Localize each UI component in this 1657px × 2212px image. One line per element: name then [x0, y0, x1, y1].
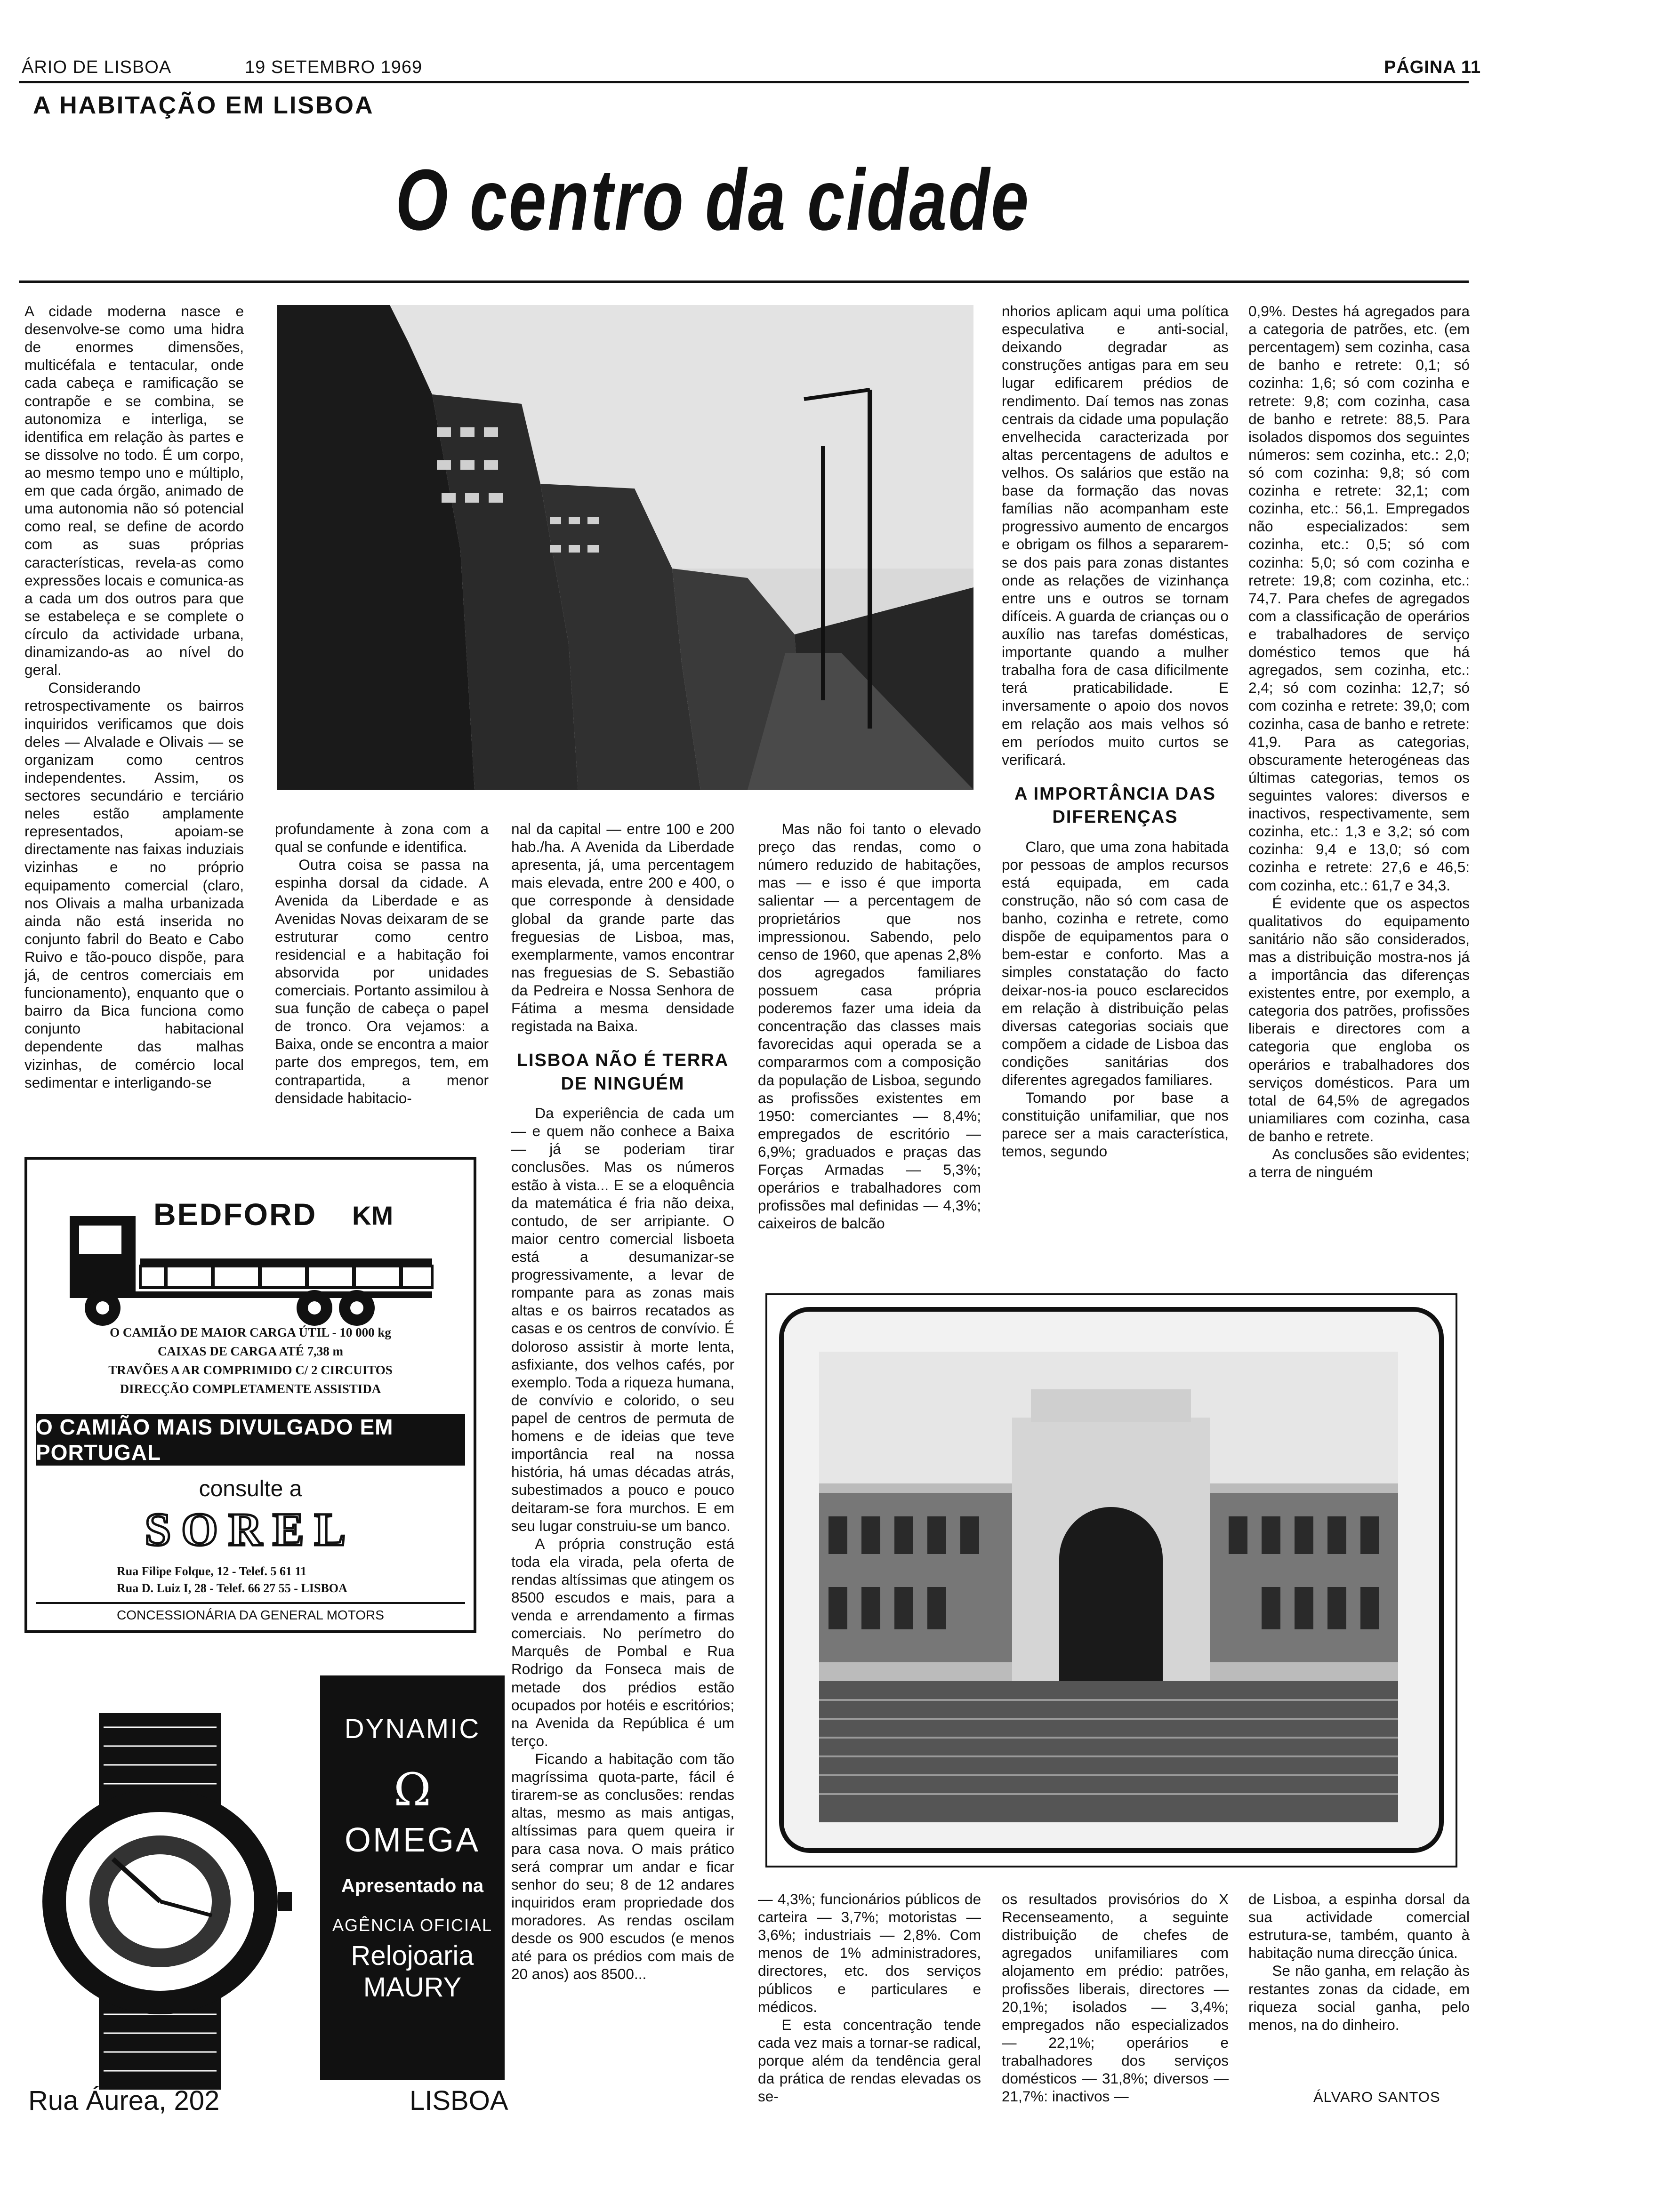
- article-column-3: [511, 820, 734, 2171]
- paragraph: Mas não foi tanto o elevado preço das rendas, como o número reduzido de habitações, mas — e isso é que importa salientar — a percentagem de proprietários que nos impressionou. Sabendo, pelo censo de 1960, que apenas 2,8% dos agregados familiares possuem casa própria poderemos fazer uma ideia da concentração das classes mais favorecidas aqui operada se a compararmos com a composição da população de Lisboa, segundo as profissões existentes em 1950: comerciantes — 8,4%; empregados de escritório — 6,9%; graduados e praças das Forças Armadas — 5,3%; operários e trabalhadores com profissões mal definidas — 4,3%; caixeiros de balcão: [758, 820, 981, 1232]
- ad-bedford-line-4: DIRECÇÃO COMPLETAMENTE ASSISTIDA: [120, 1382, 381, 1396]
- ad-bedford-line-3: TRAVÕES A AR COMPRIMIDO C/ 2 CIRCUITOS: [108, 1363, 393, 1377]
- photo-arco-rua-augusta: [765, 1293, 1457, 1867]
- ad-omega-city: LISBOA: [410, 2085, 508, 2116]
- article-column-4: [758, 820, 981, 1243]
- paragraph: Tomando por base a constituição unifamiliar, que nos parece ser a mais característica, temos, segundo: [1002, 1089, 1229, 1160]
- article-column-4-bottom: [758, 1890, 981, 2154]
- ad-omega: [19, 1675, 508, 2127]
- photo-avenue: [277, 305, 973, 790]
- paragraph: profundamente à zona com a qual se confunde e identifica.: [275, 820, 489, 856]
- paragraph: As conclusões são evidentes; a terra de ninguém: [1248, 1146, 1470, 1181]
- article-title: O centro da cidade: [395, 151, 1030, 248]
- ad-bedford-consult: consulte a: [199, 1476, 302, 1501]
- ad-bedford-footer-text: CONCESSIONÁRIA DA GENERAL MOTORS: [117, 1608, 384, 1622]
- ad-omega-agency: AGÊNCIA OFICIAL: [332, 1915, 493, 1935]
- ad-omega-model: DYNAMIC: [344, 1714, 481, 1744]
- ad-bedford-banner: [36, 1414, 465, 1466]
- article-column-2: [275, 820, 489, 1126]
- ad-omega-store-1: Relojoaria: [351, 1940, 474, 1971]
- paragraph: nal da capital — entre 100 e 200 hab./ha. A Avenida da Liberdade apresenta, já, uma percentagem mais elevada, entre 200 e 400, o que corresponde à densidade global da grande parte das freguesias de Lisboa, mas, exemplarmente, vamos encontrar nas freguesias de S. Sebastião da Pedreira e Nossa Senhora de Fátima a mesma densidade registada na Baixa.: [511, 820, 734, 1035]
- ad-omega-panel: [320, 1675, 505, 2080]
- ad-bedford-address-1: Rua Filipe Folque, 12 - Telef. 5 61 11: [117, 1564, 307, 1578]
- ad-omega-store-2: MAURY: [363, 1972, 462, 2003]
- ad-bedford-line-1: O CAMIÃO DE MAIOR CARGA ÚTIL - 10 000 kg: [110, 1325, 391, 1339]
- page-number: PÁGINA 11: [1384, 57, 1481, 77]
- paragraph: Da experiência de cada um — e quem não conhece a Baixa — já se poderiam tirar conclusões. Mas os números estão à vista... E se a eloquência da matemática é fria não deixa, contudo, de ser arripiante. O maior centro comercial lisboeta está a desumanizar-se progressivamente, a levar de rompante para as zonas mais altas e os bairros recatados as casas e os centros de convívio. É doloroso assistir à morte lenta, asfixiante, dos velhos cafés, por exemplo. Toda a riqueza humana, de convívio e colorido, o seu papel de centros de permuta de homens e de ideias que teve importância real na nossa história, há umas décadas atrás, subestimados a pouco e pouco deitaram-se fora murchos. E em seu lugar construiu-se um banco.: [511, 1105, 734, 1534]
- ad-bedford-address-2: Rua D. Luiz I, 28 - Telef. 66 27 55 - LISBOA: [117, 1581, 347, 1595]
- title-rule: [19, 281, 1469, 283]
- paragraph: — 4,3%; funcionários públicos de carteira — 3,7%; motoristas — 3,6%; industriais — 2,8%. Com menos de 1% administradores, directores, etc. dos serviços públicos e particulares e médicos.: [758, 1891, 981, 2015]
- paragraph: os resultados provisórios do X Recenseamento, a seguinte distribuição de chefes de agregados unifamiliares com alojamento em prédio: patrões, profissões liberais, directores — 20,1%; isolados — 3,4%; empregados não especializados — 22,1%; operários e trabalhadores dos serviços domésticos — 31,8%; diversos — 21,7%: inactivos —: [1002, 1891, 1229, 2105]
- paragraph: Se não ganha, em relação às restantes zonas da cidade, em riqueza social ganha, pelo menos, na do dinheiro.: [1248, 1962, 1470, 2033]
- subheading-diferencas: A IMPORTÂNCIA DAS DIFERENÇAS: [1014, 784, 1216, 827]
- issue-date: 19 SETEMBRO 1969: [245, 57, 423, 77]
- truck-icon: [70, 1207, 437, 1329]
- paragraph: Considerando retrospectivamente os bairros inquiridos verificamos que dois deles — Alvalade e Olivais — se organizam como centros independentes. Assim, os sectores secundário e terciário neles estão amplamente representados, apoiam-se directamente nas faixas induziais vizinhas e no próprio equipamento comercial (claro, nos Olivais a malha urbanizada ainda não está inserida no conjunto fabril do Beato e Cabo Ruivo e tão-pouco dispõe, para já, de centros comerciais em funcionamento), enquanto que o bairro da Bica funciona como conjunto habitacional dependente das malhas vizinhas, de comércio local sedimentar e interligando-se: [24, 679, 244, 1091]
- paragraph: E esta concentração tende cada vez mais a tornar-se radical, porque além da tendência geral da prática de rendas elevadas os se-: [758, 2016, 981, 2105]
- ad-bedford-model: KM: [352, 1201, 394, 1230]
- newspaper-name: ÁRIO DE LISBOA: [22, 57, 172, 77]
- paragraph: Ficando a habitação com tão magríssima quota-parte, fácil é tirarem-se as conclusões: rendas altas, mesmo as mais antigas, altíssimas para quem queira ir para casa nova. O mais prático será comprar um andar e ficar senhor do seu; 8 de 12 andares inquiridos eram propriedade dos moradores. As rendas oscilam desde os 900 escudos (e menos até para os prédios com mais de 20 anos) aos 8500...: [511, 1750, 734, 1983]
- article-column-5: [1002, 302, 1229, 1253]
- ad-bedford-line-2: CAIXAS DE CARGA ATÉ 7,38 m: [157, 1344, 344, 1358]
- paragraph: nhorios aplicam aqui uma política especulativa e anti-social, deixando degradar as construções antigas para em seu lugar edificarem prédios de rendimento. Daí temos nas zonas centrais da cidade uma população envelhecida caracterizada por altas percentagens de adultos e velhos. Os salários que estão na base da formação das novas famílias não acompanham este progressivo aumento de encargos e obrigam os filhos a separarem-se dos pais para zonas distantes onde as relações de vizinhança entre uns e outros se tornam difíceis. A guarda de crianças ou o auxílio nas tarefas domésticas, importante quando a mulher trabalha fora de casa dificilmente terá praticabilidade. E inversamente o apoio dos novos em relação aos mais velhos só em períodos muito curtos se verificará.: [1002, 303, 1229, 768]
- paragraph: É evidente que os aspectos qualitativos do equipamento sanitário não são considerados, mas a distribuição mostra-nos já a importância das diferenças existentes entre, por exemplo, a categoria dos patrões, profissões liberais e directores com a categoria que engloba os operários e trabalhadores dos serviços domésticos. Para um total de 64,5% de agregados uniamiliares com cozinha, casa de banho e retrete.: [1248, 894, 1470, 1145]
- ad-bedford: [24, 1157, 476, 1633]
- author-signature: ÁLVARO SANTOS: [1313, 2089, 1440, 2105]
- avenue-illustration: [277, 305, 973, 790]
- article-column-1: [24, 302, 244, 1097]
- article-column-6: [1248, 302, 1470, 1258]
- arch-illustration: [767, 1295, 1456, 1866]
- section-title: A HABITAÇÃO EM LISBOA: [33, 92, 374, 119]
- omega-symbol-icon: Ω: [394, 1763, 431, 1816]
- article-column-5-bottom: [1002, 1890, 1229, 2154]
- article-column-6-bottom: [1248, 1890, 1470, 2060]
- ad-bedford-brand: BEDFORD: [153, 1197, 317, 1232]
- paragraph: A própria construção está toda ela virada, pela oferta de rendas altíssimas que atingem os 8500 escudos e mais, para a venda e arrendamento a firmas comerciais. No perímetro do Marquês de Pombal e Rua Rodrigo da Fonseca mais de metade dos prédios estão ocupados por hotéis e escritórios; na Avenida da República é um terço.: [511, 1535, 734, 1749]
- ad-omega-presented: Apresentado na: [341, 1875, 484, 1896]
- subheading-lisboa: LISBOA NÃO É TERRA DE NINGUÉM: [516, 1050, 729, 1094]
- paragraph: Claro, que uma zona habitada por pessoas de amplos recursos está equipada, em cada construção, não só com casa de banho, cozinha e retrete, como dispõe de equipamentos para o bem-estar e conforto. Mas a simples constatação do facto deixar-nos-ia pouco esclarecidos em relação à distribuição pelas diversas categorias sociais que compõem a cidade de Lisboa das condições sanitárias dos diferentes agregados familiares.: [1002, 838, 1229, 1089]
- paragraph: 0,9%. Destes há agregados para a categoria de patrões, etc. (em percentagem) sem cozinha, casa de banho e retrete: 0,1; só cozinha: 1,6; só com cozinha e retrete: 9,8; com cozinha, casa de banho e retrete: 88,5. Para isolados dispomos dos seguintes números: sem cozinha, etc.: 2,0; só com cozinha: 9,8; só com cozinha e retrete: 32,1; com cozinha, etc.: 56,1. Empregados não especializados: sem cozinha, etc.: 0,5; só com cozinha: 5,0; só com cozinha e retrete: 19,8; com cozinha, etc.: 74,7. Para chefes de agregados com a classificação de operários e trabalhadores de serviço doméstico temos que há agregados, sem cozinha, etc.: 2,4; só com cozinha: 12,7; só com cozinha e retrete: 39,0; com cozinha, casa de banho e retrete: 41,9. Para as categorias, obscuramente heterogéneas das últimas categorias, temos os seguintes valores: diversos e inactivos, respectivamente, sem cozinha, etc.: 1,3 e 3,2; só com cozinha: 9,4 e 13,0; só com cozinha e retrete: 27,6 e 46,5: com cozinha, etc.: 61,7 e 34,3.: [1248, 303, 1470, 894]
- ad-bedford-footer: [36, 1602, 465, 1623]
- ad-omega-brand: OMEGA: [344, 1821, 481, 1859]
- header-rule: [19, 81, 1469, 83]
- ad-bedford-banner-text: O CAMIÃO MAIS DIVULGADO EM PORTUGAL: [36, 1415, 394, 1465]
- paragraph: de Lisboa, a espinha dorsal da sua actividade comercial estrutura-se, também, quanto à habitação numa direcção única.: [1248, 1891, 1470, 1962]
- ad-bedford-dealer: SOREL: [145, 1503, 356, 1555]
- paragraph: A cidade moderna nasce e desenvolve-se como uma hidra de enormes dimensões, multicéfala e tentacular, onde cada cabeça e ramificação se contrapõe e se combina, se autonomiza e interliga, se identifica em relação às partes e se dissolve no todo. É um corpo, ao mesmo tempo uno e múltiplo, em que cada órgão, animado de uma autonomia não só potencial como real, se define de acordo com as suas próprias características, revela-as como expressões locais e comunica-as a cada um dos outros para que se estabeleça e se complete o círculo da actividade urbana, dinamizando-as ao nível do geral.: [24, 303, 244, 679]
- paragraph: Outra coisa se passa na espinha dorsal da cidade. A Avenida da Liberdade e as Avenidas Novas deixaram de se estruturar como centro residencial e a habitação foi absorvida por unidades comerciais. Portanto assimilou à sua função de cabeça o papel de tronco. Ora vejamos: a Baixa, onde se encontra a maior parte dos empregos, tem, em contrapartida, a menor densidade habitacio-: [275, 856, 489, 1106]
- watch-icon: [28, 1713, 292, 2090]
- ad-omega-street: Rua Áurea, 202: [28, 2085, 220, 2116]
